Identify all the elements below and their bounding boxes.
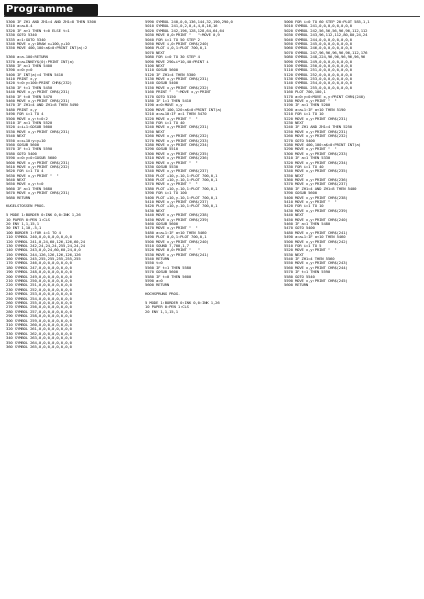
code-line: 300 SYMBOL 259,0,0,0,0,0,0,0,0 [6,317,72,323]
code-line: 340 SYMBOL 263,0,0,0,0,0,0,0,0 [6,335,72,341]
code-line: 5280 MOVE 400,100:a$=0:PRINT INT(a) [284,141,361,147]
code-line: 5 MODE 1:BORDER 0:INK 0,0:INK 1,26 [6,212,81,218]
code-line: 270 SYMBOL 256,0,0,0,0,0,0,0,0 [6,304,72,310]
code-line: 5370 MOVE x,y:PRINT CHR$(237) [284,181,348,187]
code-line: 5430 IF t=1 THEN 5450 [6,84,53,90]
code-line: 280 SYMBOL 257,0,0,0,0,0,0,0,0 [6,308,72,314]
code-line: 5610 MOVE x,y:PRINT CHR$(232) [6,163,70,169]
code-line: 5180 MOVE x,y:PRINT " " [284,98,337,104]
code-line: 5530 MOVE x,y:PRINT CHR$(231) [6,128,70,134]
code-line: 5480 MOVE x,y:PRINT CHR$(241) [284,229,348,235]
code-line: 20 ENV 1,1,15,1 [145,308,178,314]
code-line: 5600 MOVE x,y:PRINT CHR$(231) [6,159,70,165]
code-line: 5310 a=a+0.4 [6,23,33,29]
code-line: 5670 MOVE x,y:PRINT CHR$(231) [6,190,70,196]
code-line: 5440 NEXT [284,212,304,218]
code-line: 5080 FOR i=0 TO 30 STEP 4 [145,54,200,60]
code-line: 5370 MOVE x,y:PRINT " " [145,181,198,187]
code-line: 5480 PRINT x,y [6,106,37,112]
code-line: 5560 MOVE x,y:PRINT CHR$(244) [284,264,348,270]
code-line: 210 SYMBOL 250,0,0,0,0,0,0,0,0 [6,278,72,284]
code-line: 5520 i=i+1:GOSUB 5600 [6,124,53,130]
code-line: 5210 FOR i=1 TO 10 [284,111,324,117]
code-line: 5170 a=0:y=0:MOVE x,y:PRINT CHR$(240) [284,93,366,99]
code-line: 5590 x=0:y=0:GOSUB 5600 [6,155,57,161]
code-line: 140 SYMBOL 243,0,0,24,60,60,24,0,0 [6,247,81,253]
code-line: 10 PAPER 0:PEN 1:CLS [145,304,189,310]
code-line: 5040 SYMBOL 244,0,0,0,0,0,0,0,0 [284,36,352,42]
code-line: 5260 MOVE x,y:PRINT CHR$(232) [145,133,209,139]
code-line: 5380 IF ZH1=4 AND ZH1=8 THEN 5400 [284,185,357,191]
code-line: 5030 MOVE 0,0:PRINT " ":MOVE 0,9 [145,32,220,38]
code-line: 5150 SYMBOL 255,0,0,0,0,0,0,0,0 [284,84,352,90]
code-line: 5410 PRINT x,y [6,76,37,82]
code-line: 5630 MOVE x,y:PRINT " " [6,172,59,178]
code-line: 5520 MOVE x,y:PRINT " " [284,247,337,253]
code-line: 30 ENT 1,10,-5,1 [6,225,42,231]
code-line: 5080 SYMBOL 248,224,96,96,96,96,96,96 [284,54,366,60]
code-line: 5070 NEXT [145,49,165,55]
code-line: 5570 IF t=1 THEN 5590 [284,269,331,275]
code-line: 5680 RETURN [6,194,31,200]
code-line: 180 SYMBOL 247,0,0,0,0,0,0,0,0 [6,264,72,270]
code-line: 5510 SOUND 7,700,1,7 [145,242,189,248]
code-line: 5540 IF ZH1=4 THEN 5560 [284,256,335,262]
code-line: 230 SYMBOL 252,0,0,0,0,0,0,0,0 [6,286,72,292]
code-line: 5020 SYMBOL 242,56,56,56,96,96,112,112 [284,27,368,33]
code-line: 5300 MOVE x,y:PRINT CHR$(233) [284,150,348,156]
code-line: 5330 FOR i=1 TO 40 [284,163,324,169]
code-line: 5330 GOTO 5340 [6,32,37,38]
listing-column-2 [145,20,274,594]
code-line: 250 SYMBOL 254,0,0,0,0,0,0,0,0 [6,295,72,301]
code-line: 5590 a=0 [145,278,163,284]
code-line: 5560 GOSUB 5600 [6,141,39,147]
code-line: 5330 GOSUB 5530 [145,163,178,169]
code-line: 190 SYMBOL 248,0,0,0,0,0,0,0,0 [6,269,72,275]
code-line: 5550 MOVE x,y:PRINT CHR$(243) [284,260,348,266]
code-line: 5010 SYMBOL 241,0,2,0,4,4,8,16,16 [145,23,218,29]
code-line: 5140 SYMBOL 254,0,0,0,0,0,0,0,0 [284,80,352,86]
code-line: 5640 NEXT [6,177,26,183]
code-line: 5350 NEXT [284,172,304,178]
code-line: 5270 MOVE x,y:PRINT CHR$(233) [145,137,209,143]
code-line: 5440 MOVE x,y:PRINT CHR$(238) [145,212,209,218]
code-line: 120 SYMBOL 241,0,24,60,126,126,60,24 [6,238,85,244]
code-line: 5320 MOVE x,y:PRINT " " [145,159,198,165]
code-line: 5460 IF a=1 THEN 5480 [284,220,331,226]
code-line: 5540 NEXT [6,133,26,139]
code-line: 5170 GOTO 5150 [145,93,176,99]
code-line: 5490 FOR i=1 TO 4 [6,111,44,117]
code-line: 5350 MOVE 400,100:a$=0:PRINT INT(a):2 [6,45,88,51]
code-line: 5420 FOR i=1 TO 10 [284,203,324,209]
code-line: 10 PAPER 0:PEN 1:CLS [6,216,50,222]
code-line: 360 SYMBOL 265,0,0,0,0,0,0,0,0 [6,343,72,349]
code-line: 5410 MOVE x,y:PRINT " " [284,199,337,205]
code-line: 5230 FOR i=1 TO 40 [145,119,185,125]
code-line: 5240 MOVE x,y:PRINT CHR$(231) [145,124,209,130]
code-line: 5600 RETURN [284,282,309,288]
code-line: 200 SYMBOL 249,0,0,0,0,0,0,0,0 [6,273,72,279]
code-line: 320 SYMBOL 261,0,0,0,0,0,0,0,0 [6,326,72,332]
code-line: 5470 IF ZH1=4 AND ZH1=8 THEN 5490 [6,102,79,108]
code-line: 5650 MOVE x,y:t=0 [6,181,44,187]
code-line: 5360 MOVE x,y:PRINT CHR$(236) [284,177,348,183]
code-line: 5000 FOR i=0 TO 60 STEP 20:PLOT 585,1,1 [284,20,370,24]
code-line: 5340 MOVE x,y:DRAW x+100,y+10 [6,40,70,46]
code-line: 5480 a=a+1:IF a<10 THEN 5460 [145,229,207,235]
code-line: 5320 IF a>1 THEN t=0 ELSE t=1 [6,27,70,33]
code-line: 5510 FOR i=1 TO 5 [284,242,322,248]
code-line: 150 SYMBOL 244,126,126,126,126,126 [6,251,81,257]
code-line: 5160 PLOT 700,100,1 [284,89,326,95]
code-line: 5500 MOVE x,y:t=0:2 [6,115,48,121]
code-line: 5300 IF ZH1 AND ZH1=4 AND ZH1=8 THEN 5300 [6,20,96,24]
code-line: 5180 IF 1=1 THEN 5410 [145,98,192,104]
code-line: 5350 PLOT +10,y-10,1:PLOT 700,0,1 [145,172,218,178]
code-line: 5340 MOVE x,y:PRINT CHR$(235) [284,168,348,174]
code-line: 5220 MOVE x,y:PRINT " " [145,115,198,121]
code-line: 5200 MOVE 100,120:a$=0:PRINT INT(a) [145,106,222,112]
code-line: 110 SYMBOL 240,0,0,0,0,0,0,0,0 [6,234,72,240]
code-line: 5500 MOVE x,y:PRINT CHR$(242) [284,238,348,244]
code-line: 5090 SYMBOL 249,0,0,0,0,0,0,0,0 [284,58,352,64]
code-line: 130 SYMBOL 242,24,24,24,255,24,24,24 [6,242,85,248]
code-line: 5010 SYMBOL 241,0,0,0,0,0,0,0,0 [284,23,352,29]
code-line: 5620 FOR i=1 TO 4 [6,168,44,174]
code-line: 5120 SYMBOL 252,0,0,0,0,0,0,0,0 [284,71,352,77]
code-line: 5470 GOTO 5400 [284,225,315,231]
code-line: 5110 GOSUB 5600 [145,67,178,73]
code-line: 5470 MOVE x,y:PRINT " " [145,225,198,231]
code-line: 5590 MOVE x,y:PRINT CHR$(245) [284,278,348,284]
code-line: 5190 IF a=1 THEN 5200 [284,102,331,108]
code-line: 5200 a=a+1:IF a<10 THEN 5190 [284,106,346,112]
code-line: 5190 a=0:MOVE x,y [145,102,183,108]
code-line: 5120 IF ZH1=4 THEN 5300 [145,71,196,77]
code-line: 5130 SYMBOL 253,0,0,0,0,0,0,0,0 [284,76,352,82]
code-line: 5290 MOVE x,y:PRINT " " [284,146,337,152]
code-line: 5210 a=a+10:IF a=1 THEN 5470 [145,111,207,117]
code-line: 5310 MOVE x,y:PRINT CHR$(236) [145,155,209,161]
code-line: 5430 MOVE x,y:PRINT CHR$(239) [284,207,348,213]
code-line: 5150 MOVE x,y:PRINT CHR$(232) [145,84,209,90]
code-line: 5490 PLOT 0,0,1:PLOT 700,0,1 [145,234,207,240]
code-line: 5440 MOVE x,y:PRINT CHR$(231) [6,89,70,95]
code-line: 5380 IF a=1 THEN 5400 [6,62,53,68]
code-line: 5240 IF ZH1 AND ZH1=4 THEN 5250 [284,124,352,130]
code-line: 5530 MOVE x,y:PRINT CHR$(241) [145,251,209,257]
code-line: 5110 SYMBOL 251,0,0,0,0,0,0,0,0 [284,67,352,73]
code-line: 5580 GOTO 5400 [6,150,37,156]
code-line: 170 SYMBOL 246,0,0,0,0,0,0,0,0 [6,260,72,266]
code-line: 5580 IF t=0 THEN 5600 [145,273,192,279]
code-line: 5040 FOR i=1 TO 50 STEP 2 [145,36,200,42]
code-line: 5130 MOVE x,y:PRINT CHR$(231) [145,76,209,82]
code-line: 5380 PLOT +10,y-10,1:PLOT 700,0,1 [145,185,218,191]
code-line: 5070 SYMBOL 247,96,96,96,96,96,112,176 [284,49,368,55]
code-line: 5500 MOVE x,y:PRINT CHR$(240) [145,238,209,244]
code-line: 5530 NEXT [284,251,304,257]
code-line: 5140 GOSUB 5400 [145,80,178,86]
code-line: 5570 IF t=1 THEN 5590 [6,146,53,152]
code-line: 260 SYMBOL 255,0,0,0,0,0,0,0,0 [6,300,72,305]
code-line: KUGELSTOSSEN PROG. [6,203,46,209]
code-line: 5100 NEXT [145,62,165,68]
code-line: 5490 a=a+1:IF a<10 THEN 5460 [284,234,346,240]
code-line: 5020 SYMBOL 242,196,128,128,64,64,64 [145,27,224,33]
listing-column-1 [6,20,135,594]
code-line: 5450 MOVE x,y:PRINT CHR$(240) [284,216,348,222]
code-line: 5550 t=0 [145,260,163,266]
code-line: 5540 RETURN [145,256,170,262]
code-line: 5390 FOR i=1 TO 100 [145,190,187,196]
code-line: 5510 IF a=1 THEN 5520 [6,119,53,125]
code-line: 5 MODE 1:BORDER 0:INK 0,0:INK 1,26 [145,300,220,305]
code-line: 5390 GOSUB 5600 [284,190,317,196]
code-line: 5160 PRINT " ":MOVE x,y:PRINT [145,89,211,95]
code-line: 5320 MOVE x,y:PRINT CHR$(234) [284,159,348,165]
code-line: 5050 SYMBOL 245,0,0,0,0,0,0,0,0 [284,40,352,46]
code-line: HOCHSPRUNG PROG. [145,291,181,297]
code-line: 100 BORDER 1:FOR i=1 TO 4 [6,229,61,235]
code-line: 5660 IF a=1 THEN 5680 [6,185,53,191]
code-line: 5100 SYMBOL 250,0,0,0,0,0,0,0,0 [284,62,352,68]
code-line: 330 SYMBOL 262,0,0,0,0,0,0,0,0 [6,330,72,336]
code-line: 5520 MOVE 0,0:PRINT " " [145,247,200,253]
code-line: 5270 GOTO 5400 [284,137,315,143]
code-line: 5340 MOVE x,y:PRINT CHR$(237) [145,168,209,174]
code-line: 5390 x=0:y=0 [6,67,33,73]
code-line: 5460 MOVE x,y:PRINT CHR$(231) [6,98,70,104]
code-line: 5060 PLOT i,0,1:PLOT 700,0,1 [145,45,207,51]
code-line: 5280 MOVE x,y:PRINT CHR$(234) [145,141,209,147]
code-line: 5400 IF INT(a)=4 THEN 5410 [6,71,64,77]
code-line: 5560 IF t=1 THEN 5580 [145,264,192,270]
code-line: 220 SYMBOL 251,0,0,0,0,0,0,0,0 [6,282,72,288]
code-line: 5050 MOVE i,0:PRINT CHR$(240) [145,40,209,46]
code-line: 5360 PLOT +10,y-10,1:PLOT 700,0,1 [145,177,218,183]
code-line: 5400 MOVE x,y:PRINT CHR$(238) [284,194,348,200]
code-line: 5250 NEXT [145,128,165,134]
code-line: 5300 MOVE x,y:PRINT CHR$(235) [145,150,209,156]
code-line: 5420 t=0:y=100:PRINT CHR$(232) [6,80,72,86]
code-line: 5570 GOSUB 5600 [145,269,178,275]
code-line: 290 SYMBOL 258,0,0,0,0,0,0,0,0 [6,313,72,319]
code-line: 5220 MOVE x,y:PRINT CHR$(231) [284,115,348,121]
code-line: 5580 GOTO 5540 [284,273,315,279]
code-line: 5370 a=a+INKEY$(0):PRINT INT(a) [6,58,74,64]
code-line: 310 SYMBOL 260,0,0,0,0,0,0,0,0 [6,321,72,327]
code-line: 5250 MOVE x,y:PRINT CHR$(231) [284,128,348,134]
code-line: 5335 a=1:GOTO 5340 [6,36,46,42]
code-line: 5420 PLOT +10,y-10,1:PLOT 700,0,1 [145,203,218,209]
code-line: 5290 GOSUB 5510 [145,146,178,152]
code-line: 5400 PLOT +10,y-10,1:PLOT 700,0,1 [145,194,218,200]
code-line: 5360 a=a-100:RETURN [6,54,48,60]
code-line: 5030 SYMBOL 243,96,112,112,80,80,24,24 [284,32,368,38]
code-line: 20 ENV 1,1,15,1 [6,220,39,226]
code-line: 5230 NEXT [284,119,304,125]
code-line: 5430 NEXT [145,207,165,213]
code-line: 240 SYMBOL 253,0,0,0,0,0,0,0,0 [6,291,72,297]
code-line: 5450 IF t=0 THEN 5470 [6,93,53,99]
code-line: 5600 RETURN [145,282,170,288]
code-line: 5460 GOSUB 5600 [145,220,178,226]
code-line: 160 SYMBOL 245,255,255,255,255,255 [6,256,81,262]
code-line: 5310 IF a=1 THEN 5330 [284,155,331,161]
code-line: 5410 MOVE x,y:PRINT CHR$(237) [145,199,209,205]
listing-column-3 [284,20,413,594]
code-line: 350 SYMBOL 264,0,0,0,0,0,0,0,0 [6,339,72,345]
header-rule [4,16,420,17]
code-line: 5060 SYMBOL 246,0,0,0,0,0,0,0,0 [284,45,352,51]
code-line: 5450 MOVE x,y:PRINT CHR$(239) [145,216,209,222]
code-line: 5260 MOVE x,y:PRINT CHR$(232) [284,133,348,139]
section-title: Programme [6,4,74,15]
code-line: 5090 MOVE 290+i*10,40:PRINT i [145,58,209,64]
code-line: 5990 SYMBOL 240,0,0,136,144,32,190,290,0 [145,20,233,24]
code-line: 5550 x=x+10:y=y+10 [6,137,46,143]
